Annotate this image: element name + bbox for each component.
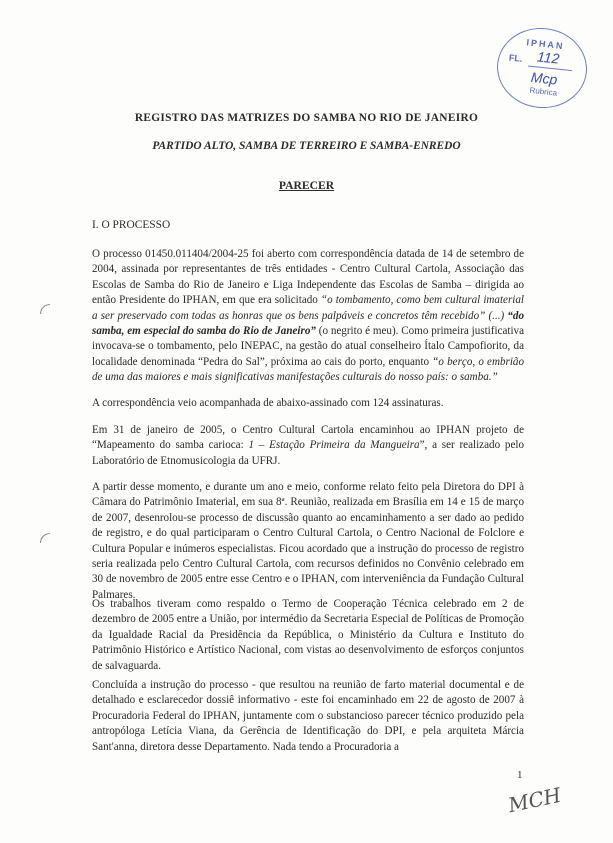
stamp-signature: Mcp bbox=[530, 68, 559, 88]
p1-text-a: O processo 01450.011404/2004-25 foi aberto com correspondência datada de 14 de setembro de 2004, assinada por representantes de três entidades - Centro Cultural Cartola, Associação das Escolas de Samba do Rio de Janeiro e Liga Independente das Escolas de Samba – dirigida ao então Presidente do IPHAN, em que era solicitado bbox=[92, 248, 524, 307]
section-heading: I. O PROCESSO bbox=[92, 219, 171, 231]
p3-text-c: ”, a ser realizado pelo Laboratório de Etnomusicologia da UFRJ. bbox=[92, 439, 524, 467]
stamp-agency: IPHAN bbox=[526, 37, 565, 52]
iphan-stamp bbox=[493, 24, 591, 113]
stamp-fl-label: FL. bbox=[508, 52, 523, 64]
p1-quote-tombamento: “o tombamento, como bem cultural imaterial a ser preservado com todas as honras que os bens palpáveis e concretos têm recebido” (...) bbox=[92, 294, 524, 322]
document-title: REGISTRO DAS MATRIZES DO SAMBA NO RIO DE JANEIRO bbox=[134, 112, 479, 124]
document-subtitle: PARTIDO ALTO, SAMBA DE TERREIRO E SAMBA-ENREDO bbox=[152, 140, 461, 152]
p3-project-name: 1 – Estação Primeira da Mangueira bbox=[248, 439, 420, 452]
margin-mark bbox=[40, 533, 50, 543]
paragraph-cooperation-term: Os trabalhos tiveram como respaldo o Termo de Cooperação Técnica celebrado em 2 de dezembro de 2005 entre a União, por intermédio da Secretaria Especial de Políticas de Promoção da Igualdade Racial da Presidência da República, o Ministério da Cultura e Instituto do Patrimônio Histórico e Artístico Nacional, com vistas ao desenvolvimento de esforços conjuntos de salvaguarda. bbox=[92, 598, 524, 672]
p3-text-a: Em 31 de janeiro de 2005, o Centro Cultural Cartola encaminhou ao IPHAN projeto de “Mapeamento do samba carioca: bbox=[92, 424, 524, 452]
handwritten-initials: MCH bbox=[506, 782, 564, 818]
stamp-rubrica-label: Rubrica bbox=[529, 85, 558, 98]
p1-quote-samba-rio: “do samba, em especial do samba do Rio de Janeiro” bbox=[92, 309, 524, 338]
stamp-sheet-number: 112 bbox=[536, 48, 561, 67]
p1-quote-berco: “o berço, o embrião de uma das maiores e mais significativas manifestações culturais do nosso país: o samba.” bbox=[92, 355, 524, 384]
paragraph-instruction-concluded: Concluída a instrução do processo - que resultou na reunião de farto material documental e de detalhado e esclarecedor dossiê informativo - este foi encaminhado em 22 de agosto de 2007 à Procuradoria Federal do IPHAN, juntamente com o substancioso parecer técnico produzido pela antropóloga Letícia Viana, da Gerência de Identificação do DPI, e pela arquiteta Márcia Sant'anna, diretora desse Departamento. Nada tendo a Procuradoria a bbox=[92, 679, 524, 753]
paragraph-signatures: A correspondência veio acompanhada de abaixo-assinado com 124 assinaturas. bbox=[92, 397, 444, 409]
p1-text-d: (o negrito é meu). Como primeira justificativa invocava-se o tombamento, pelo INEPAC, na gestão do atual conselheiro Ítalo Campofiorito, da localidade denominada “Pedra do Sal”, próxima ao cais do porto, enquanto bbox=[92, 325, 525, 368]
document-type-heading: PARECER bbox=[278, 179, 335, 192]
paragraph-process-opening bbox=[92, 247, 524, 386]
page-number: 1 bbox=[517, 769, 523, 781]
paragraph-mapping-project bbox=[92, 423, 524, 469]
paragraph-discussion-process: A partir desse momento, e durante um ano e meio, conforme relato feito pela Diretora do DPI à Câmara do Patrimônio Imaterial, em sua 8ª. Reunião, realizada em Brasília em 14 e 15 de março de 2007, desenrolou-se processo de discussão quanto ao encaminhamento a ser dado ao pedido de registro, e do qual participaram o Centro Cultural Cartola, o Centro Nacional de Folclore e Cultura Popular e inúmeros especialistas. Ficou acordado que a instrução do processo de registro seria realizada pelo Centro Cultural Cartola, com recursos definidos no Convênio celebrado em 30 de novembro de 2005 entre esse Centro e o IPHAN, com interveniência da Fundação Cultural Palmares. bbox=[92, 481, 524, 601]
margin-mark bbox=[40, 304, 50, 314]
